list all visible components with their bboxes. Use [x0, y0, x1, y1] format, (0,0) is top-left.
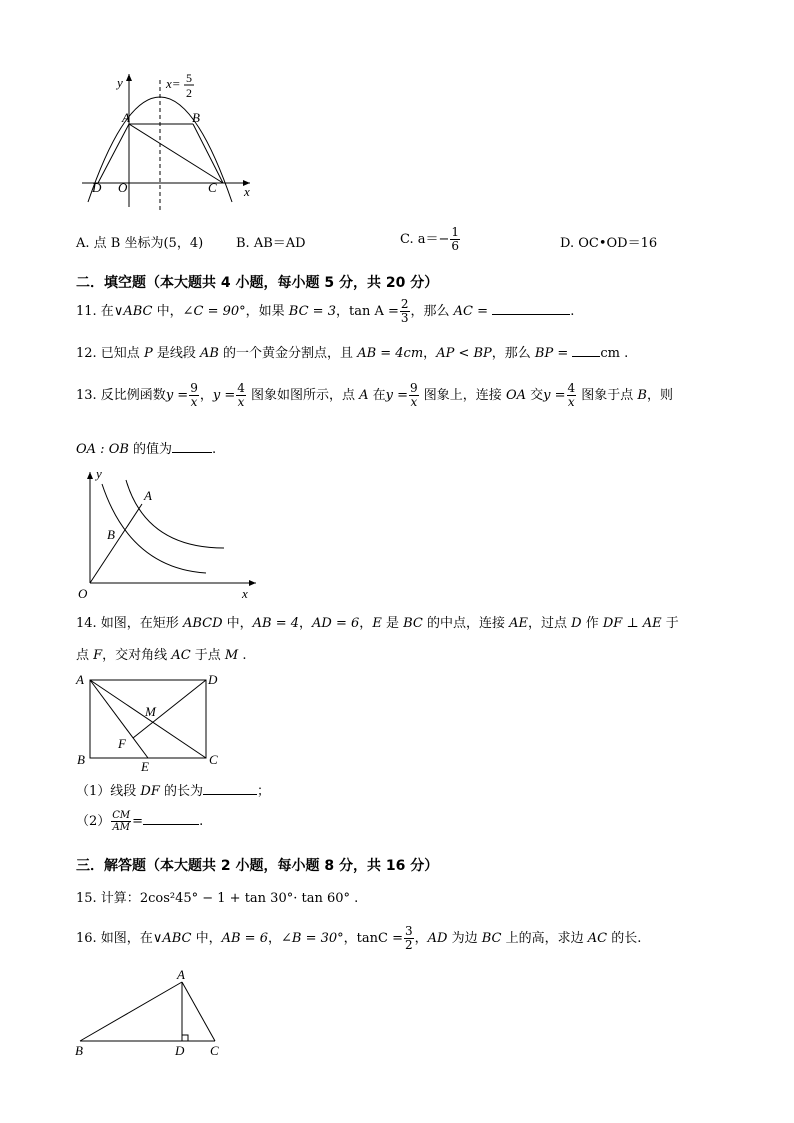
point-c-label: C	[210, 1043, 219, 1058]
y-axis-label: y	[96, 466, 102, 481]
point-c-label: C	[208, 180, 217, 195]
y-axis-label: y	[117, 75, 123, 90]
point-d-label: D	[175, 1043, 185, 1058]
x-axis-label: x	[242, 586, 248, 601]
section-2-title: 二．填空题（本大题共 4 小题，每小题 5 分，共 20 分）	[76, 275, 439, 291]
rectangle-figure	[72, 670, 232, 776]
section-3-title: 三．解答题（本大题共 2 小题，每小题 8 分，共 16 分）	[76, 858, 439, 874]
point-b-label: B	[107, 527, 115, 542]
point-a-label: A	[177, 967, 185, 982]
option-a: A. 点 B 坐标为(5，4)	[76, 236, 204, 251]
option-d: D. OC•OD＝16	[560, 236, 658, 251]
hyperbola-figure	[70, 466, 270, 606]
question-14: 14. 如图，在矩形 ABCD 中，AB = 4，AD = 6，E 是 BC 的中点，连接 AE，过点 D 作 DF ⊥ AE 于	[76, 616, 679, 631]
question-15: 15. 计算：2cos²45° − 1 + tan 30°· tan 60° .	[76, 891, 359, 906]
point-d-label: D	[208, 672, 218, 687]
answer-blank-13	[172, 440, 212, 453]
answer-blank-14-2	[143, 812, 199, 825]
point-d-label: D	[92, 180, 102, 195]
point-a-label: A	[122, 110, 130, 125]
point-b-label: B	[192, 110, 200, 125]
point-e-label: E	[141, 759, 149, 774]
option-c: C. a＝− $\frac{1}{6}$	[400, 225, 460, 253]
question-14-line2: 点 F，交对角线 AC 于点 M .	[76, 648, 247, 663]
triangle-figure	[70, 964, 240, 1064]
axis-line-den: 2	[186, 86, 192, 100]
point-c-label: C	[209, 752, 218, 767]
option-b: B. AB＝AD	[236, 236, 306, 251]
question-11: 11. 在∨ABC 中，∠C = 90°，如果 BC = 3，tan A = $\frac{2}{3}$ ，那么 AC = .	[76, 297, 575, 325]
question-12: 12. 已知点 P 是线段 AB 的一个黄金分割点，且 AB = 4cm，AP < BP，那么 BP = cm .	[76, 346, 629, 361]
point-b-label: B	[77, 752, 85, 767]
point-f-label: F	[118, 736, 126, 751]
origin-label: O	[118, 180, 128, 195]
question-13: 13. 反比例函数y = $\frac{9}{x}$ ，y = $\frac{4}{x}$ 图象如图所示，点 A 在y = $\frac{9}{x}$ 图象上，连接 OA 交y = $\frac{4}{x}$ 图象于点 B，则	[76, 381, 673, 409]
question-13-line2: OA : OB 的值为 .	[76, 442, 217, 457]
origin-label: O	[78, 586, 88, 601]
answer-blank-11	[492, 302, 570, 315]
point-m-label: M	[145, 704, 156, 719]
question-14-part2: （2） $\frac{CM}{AM}$ = .	[76, 810, 204, 833]
point-a-label: A	[144, 488, 152, 503]
axis-line-eq: x=	[166, 76, 181, 91]
question-14-part1: （1）线段 DF 的长为 ；	[76, 784, 271, 799]
question-16: 16. 如图，在∨ABC 中，AB = 6，∠B = 30°，tanC = $\frac{3}{2}$ ，AD 为边 BC 上的高，求边 AC 的长.	[76, 924, 642, 952]
point-a-label: A	[76, 672, 84, 687]
parabola-figure	[70, 62, 270, 212]
answer-blank-14-1	[203, 782, 257, 795]
x-axis-label: x	[244, 184, 250, 199]
point-b-label: B	[75, 1043, 83, 1058]
answer-blank-12	[572, 344, 600, 357]
axis-line-num: 5	[186, 71, 192, 85]
